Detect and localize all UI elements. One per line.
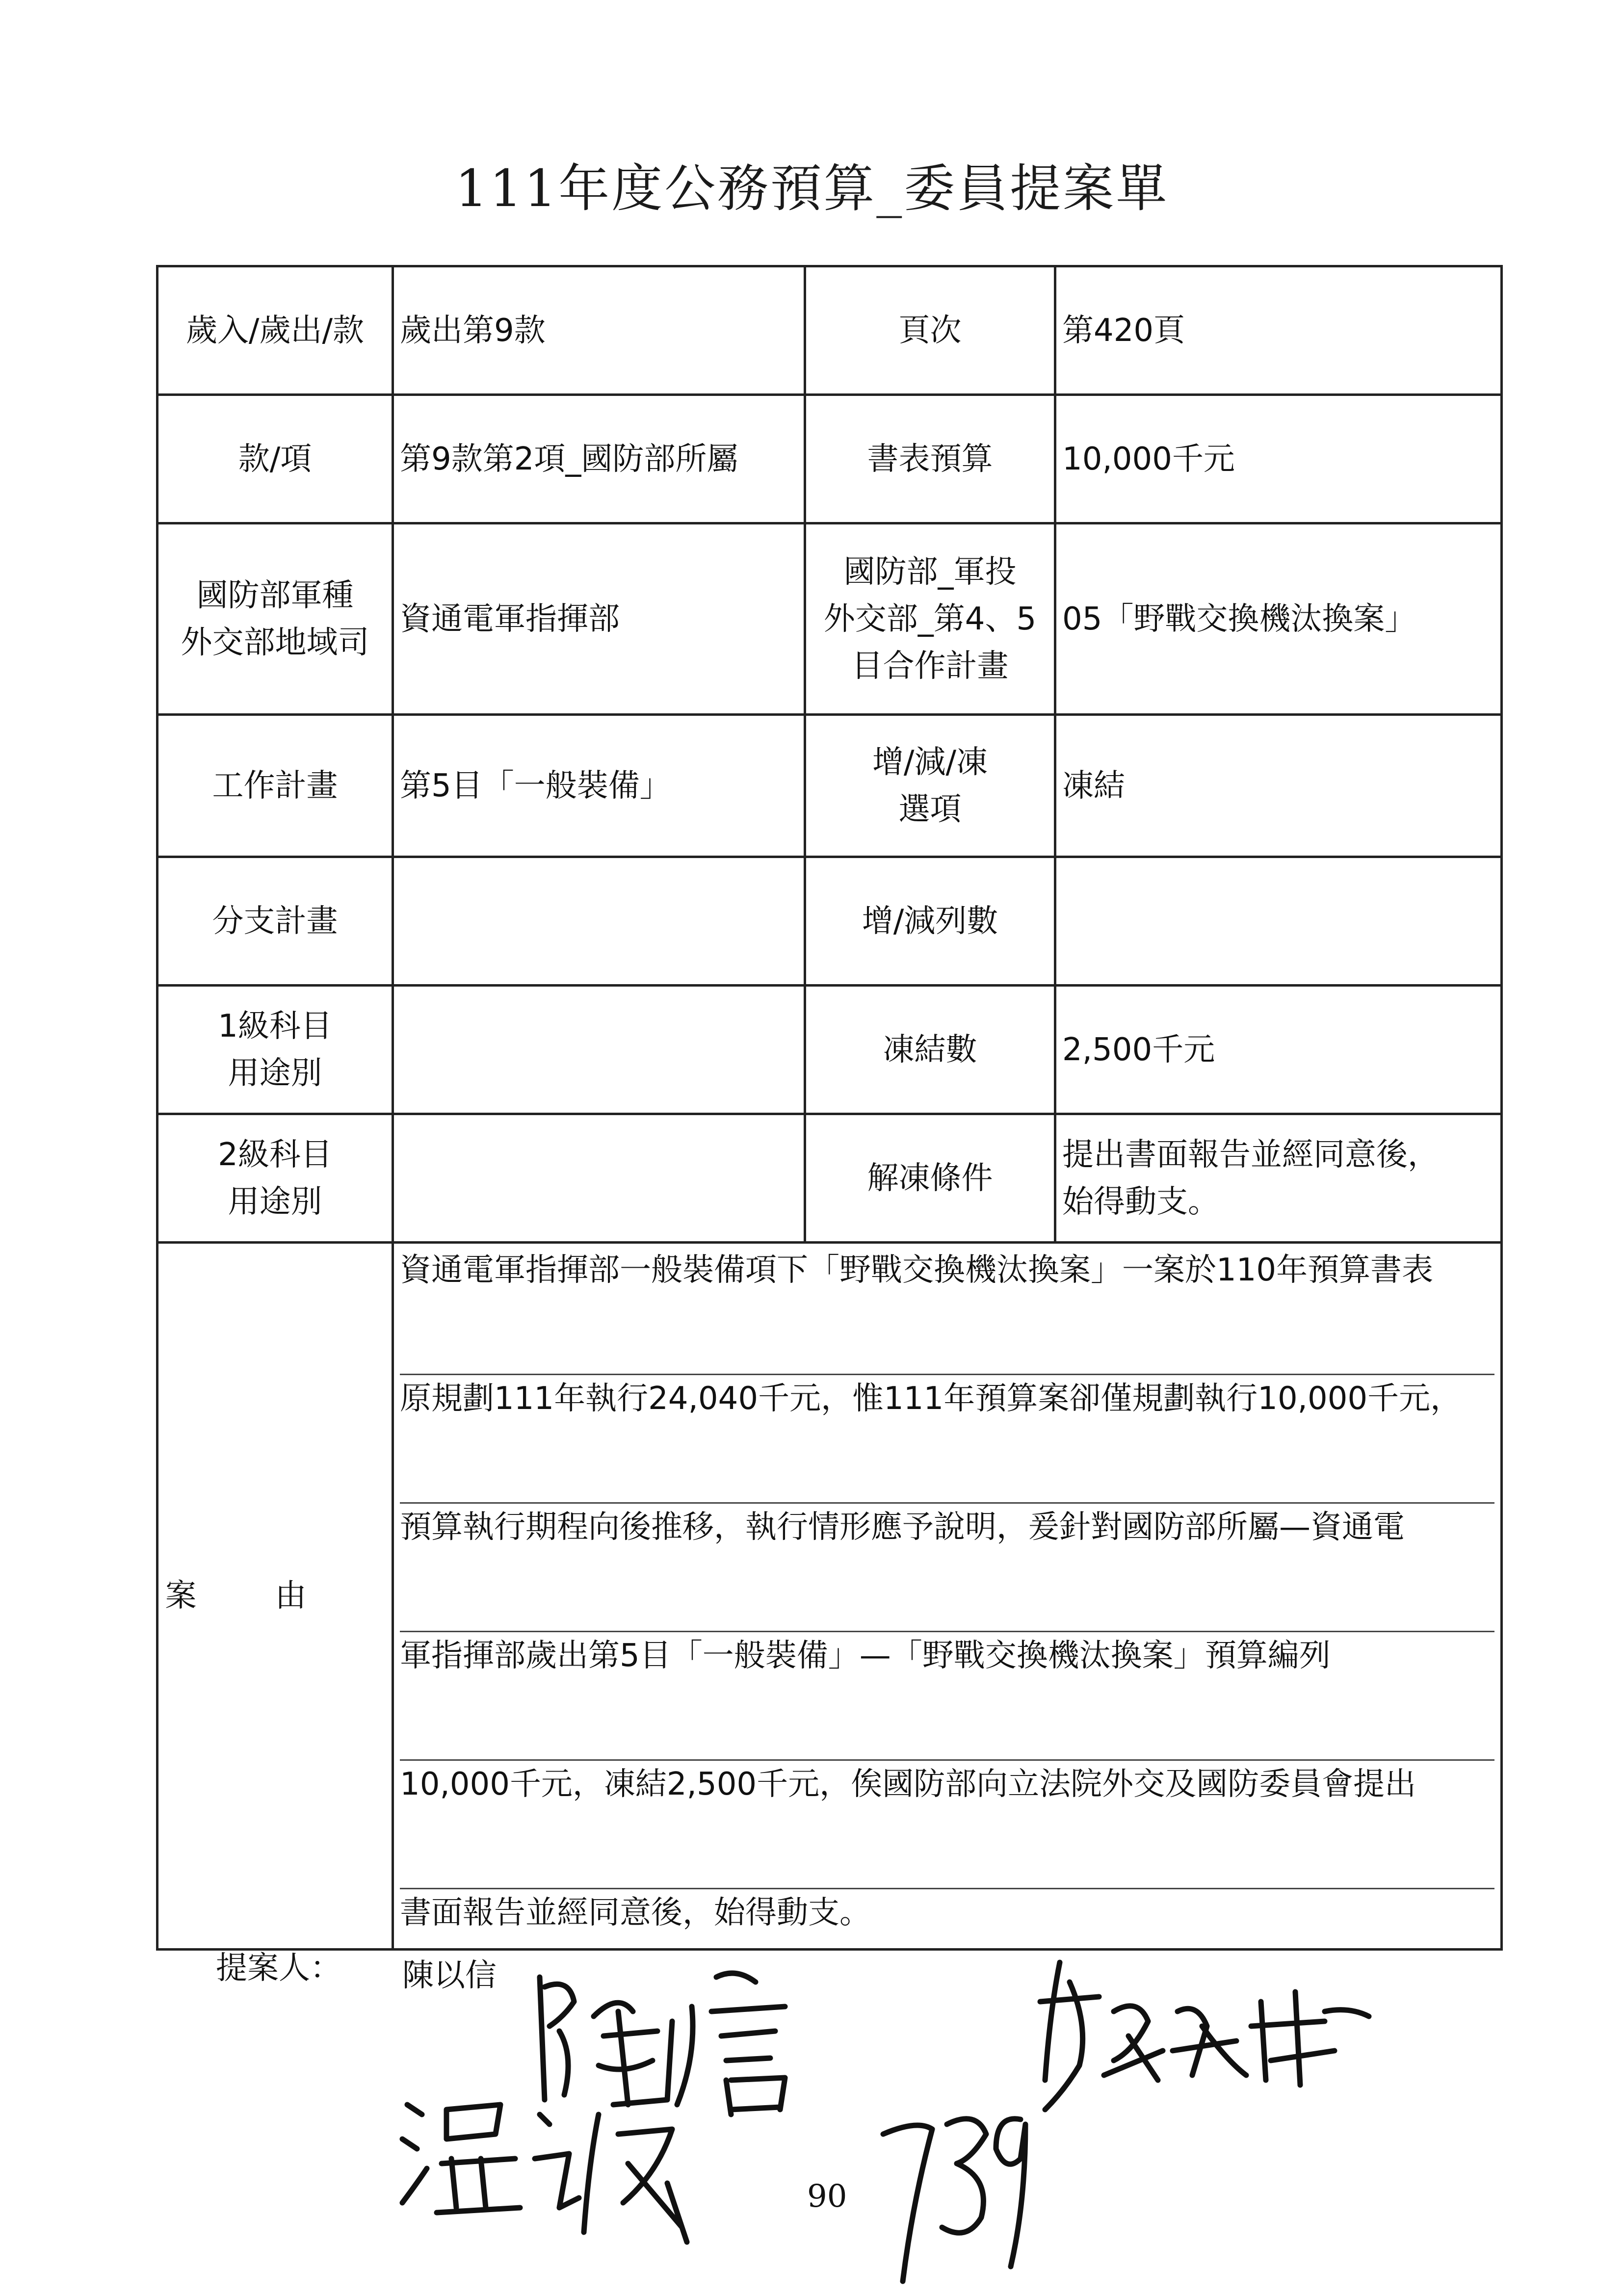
form-row: [157, 715, 1502, 857]
reason-line: 10,000千元，凍結2,500千元，俟國防部向立法院外交及國防委員會提出: [400, 1761, 1494, 1889]
proposer-name: 陳以信: [402, 1957, 497, 1994]
form-row: [157, 986, 1502, 1114]
reason-line: 原規劃111年執行24,040千元，惟111年預算案卻僅規劃執行10,000千元，: [400, 1375, 1494, 1504]
proposer-label: 提案人：: [216, 1950, 341, 1986]
reason-line: 軍指揮部歲出第5目「一般裝備」—「野戰交換機汰換案」預算編列: [400, 1632, 1494, 1761]
page-number: 90: [807, 2178, 847, 2215]
field-label: 解凍條件: [805, 1114, 1055, 1243]
field-label-line: 目合作計畫: [851, 648, 1009, 684]
field-label: [157, 986, 393, 1114]
field-value: 2,500千元: [1055, 986, 1502, 1114]
field-label: [157, 523, 393, 715]
reason-text: [393, 1243, 1502, 1950]
field-label: 款/項: [157, 395, 393, 523]
field-value-line: 提出書面報告並經同意後，: [1062, 1136, 1439, 1173]
field-value: 歲出第9款: [393, 266, 805, 395]
field-value: [393, 1114, 805, 1243]
field-label: 分支計畫: [157, 857, 393, 986]
field-value: 第420頁: [1055, 266, 1502, 395]
form-row: [157, 857, 1502, 986]
page-title: 111年度公務預算_委員提案單: [455, 158, 1169, 218]
field-label-line: 用途別: [228, 1055, 322, 1092]
field-label-line: 外交部地域司: [181, 624, 369, 661]
field-label: 書表預算: [805, 395, 1055, 523]
field-label-line: 國防部_軍投: [843, 553, 1017, 590]
field-label-line: 選項: [898, 791, 962, 828]
field-value: 資通電軍指揮部: [393, 523, 805, 715]
field-label: 歲入/歲出/款: [157, 266, 393, 395]
reason-label: 案由: [157, 1243, 393, 1950]
field-label: [805, 715, 1055, 857]
field-label-line: 外交部_第4、5: [823, 600, 1037, 637]
form-row: [157, 1114, 1502, 1243]
field-value: [1055, 857, 1502, 986]
field-value: 凍結: [1055, 715, 1502, 857]
field-value: 05「野戰交換機汰換案」: [1055, 523, 1502, 715]
field-value: [393, 986, 805, 1114]
reason-line: 書面報告並經同意後，始得動支。: [400, 1895, 871, 1931]
proposal-form-table: [156, 265, 1503, 1951]
field-label: 增/減列數: [805, 857, 1055, 986]
field-value: [393, 857, 805, 986]
form-row: [157, 523, 1502, 715]
reason-line: 預算執行期程向後推移，執行情形應予說明，爰針對國防部所屬—資通電: [400, 1504, 1494, 1632]
field-label: [805, 523, 1055, 715]
form-row-reason: [157, 1243, 1502, 1950]
field-label-line: 增/減/凍: [872, 744, 988, 781]
reason-line: 資通電軍指揮部一般裝備項下「野戰交換機汰換案」一案於110年預算書表: [400, 1247, 1494, 1375]
signature-3: [393, 2085, 697, 2247]
field-value: 第9款第2項_國防部所屬: [393, 395, 805, 523]
field-value: 10,000千元: [1055, 395, 1502, 523]
form-row: [157, 395, 1502, 523]
field-value: [1055, 1114, 1502, 1243]
field-label-line: 用途別: [228, 1183, 322, 1220]
field-value: 第5目「一般裝備」: [393, 715, 805, 857]
field-label: 頁次: [805, 266, 1055, 395]
field-label: 凍結數: [805, 986, 1055, 1114]
field-value-line: 始得動支。: [1062, 1183, 1219, 1220]
field-label: [157, 1114, 393, 1243]
field-label-line: 2級科目: [218, 1136, 332, 1173]
field-label-line: 國防部軍種: [196, 577, 354, 614]
field-label-line: 1級科目: [218, 1008, 332, 1044]
handwritten-number: [873, 2105, 1030, 2291]
field-label: 工作計畫: [157, 715, 393, 857]
signature-2: [1030, 1953, 1384, 2119]
form-row: [157, 266, 1502, 395]
